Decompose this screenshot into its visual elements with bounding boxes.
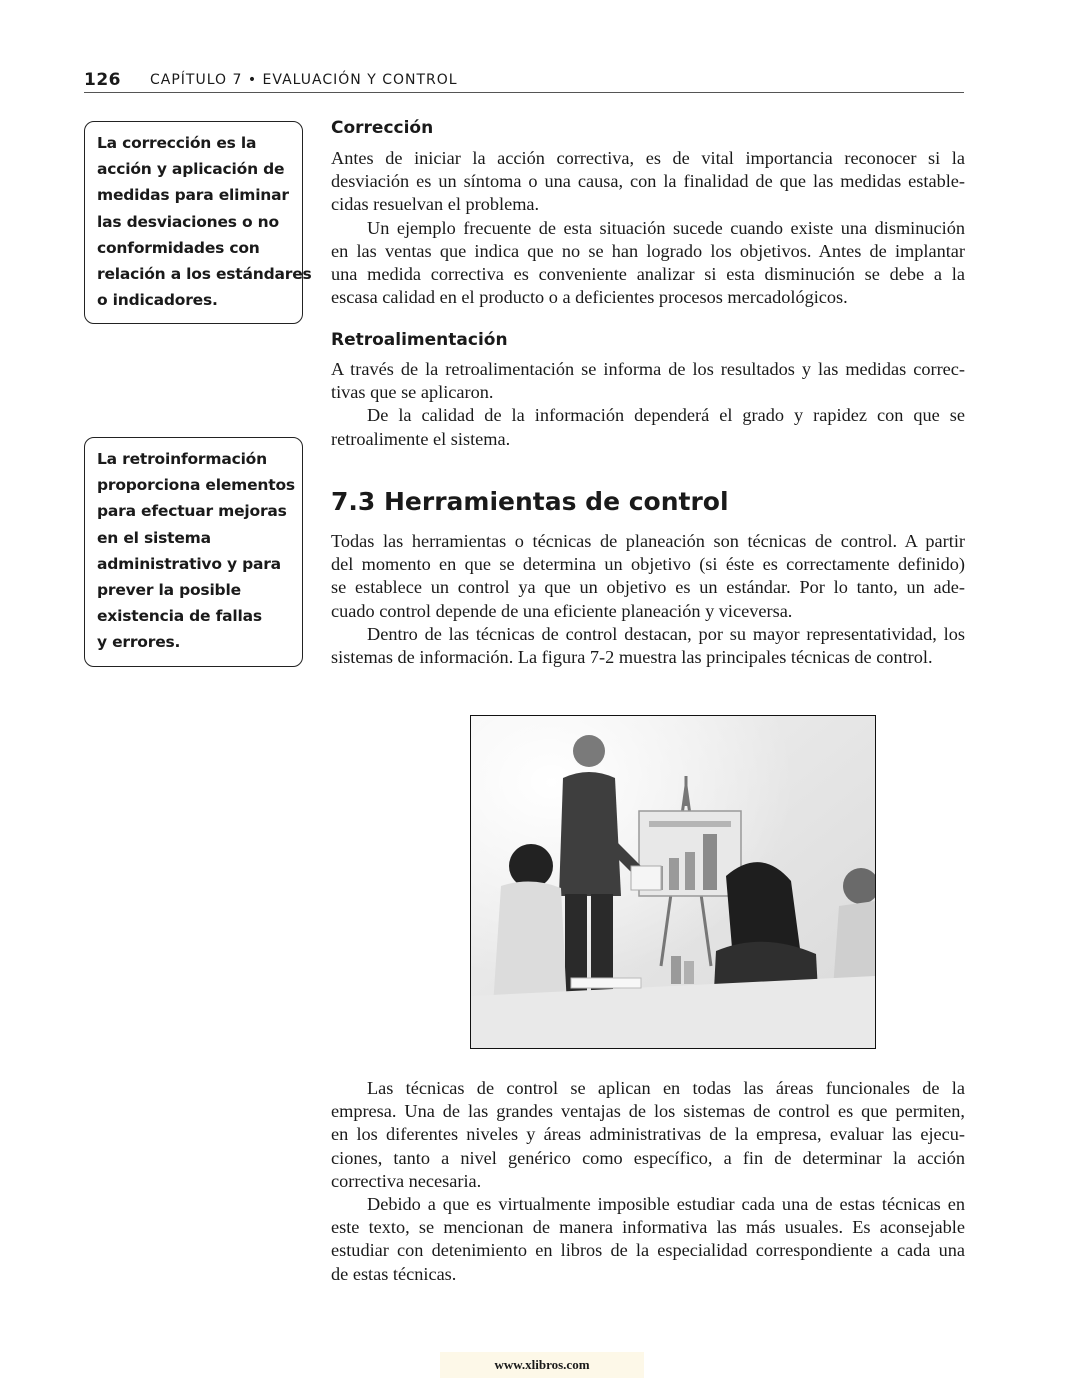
text-line: en los diferentes niveles y áreas administrativas de la empresa, evaluar las ejecu- [331, 1124, 965, 1145]
footer-url[interactable]: www.xlibros.com [440, 1352, 644, 1378]
text-line: desviación es un síntoma o una causa, con la finalidad de que las medidas estable- [331, 171, 965, 192]
meeting-photo [470, 715, 876, 1049]
chapter-title: CAPÍTULO 7 • EVALUACIÓN Y CONTROL [150, 72, 458, 88]
note-line: medidas para eliminar [97, 186, 289, 205]
paragraph [331, 1077, 965, 1286]
note-line: La retroinformación [97, 450, 267, 468]
page-number: 126 [84, 70, 121, 90]
text-line: cidas resuelvan el problema. [331, 194, 540, 215]
text-line: sistemas de información. La figura 7-2 muestra las principales técnicas de control. [331, 647, 933, 668]
note-line: existencia de fallas [97, 607, 262, 626]
text-line: Antes de iniciar la acción correctiva, es de vital importancia reconocer si la [331, 148, 965, 168]
text-line: retroalimente el sistema. [331, 428, 511, 449]
subheading-correccion: Corrección [331, 118, 434, 138]
text-line: correctiva necesaria. [331, 1170, 482, 1191]
note-line: acción y aplicación de [97, 160, 285, 179]
running-header [84, 70, 964, 93]
margin-note-retroinformacion [84, 437, 303, 667]
text-line: una medida correctiva es conveniente analizar si esta disminución se debe a la [331, 264, 965, 285]
paragraph [331, 147, 965, 309]
meeting-illustration [471, 716, 875, 1048]
note-line: para efectuar mejoras [97, 502, 287, 521]
note-line: relación a los estándares [97, 265, 312, 284]
paragraph [331, 530, 965, 669]
margin-note-correccion [84, 121, 312, 324]
note-line: o indicadores. [97, 291, 218, 310]
note-line: en el sistema [97, 528, 211, 547]
subheading-retroalimentacion: Retroalimentación [331, 330, 508, 350]
text-line: empresa. Una de las grandes ventajas de los sistemas de control es que permiten, [331, 1101, 965, 1122]
note-line: las desviaciones o no [97, 212, 279, 231]
text-line: de estas técnicas. [331, 1263, 457, 1284]
note-line: proporciona elementos [97, 476, 295, 495]
note-line: administrativo y para [97, 554, 281, 573]
text-line: se establece un control ya que un objetivo es un estándar. Por lo tanto, un ade- [331, 577, 965, 598]
text-line: cuado control depende de una eficiente planeación y viceversa. [331, 600, 793, 621]
text-line: Todas las herramientas o técnicas de planeación son técnicas de control. A partir [331, 531, 965, 551]
paragraph [331, 358, 965, 451]
text-line: Un ejemplo frecuente de esta situación sucede cuando existe una disminución [367, 217, 965, 238]
text-line: tivas que se aplicaron. [331, 382, 494, 403]
text-line: ciones, tanto a nivel genérico como específico, a fin de determinar la acción [331, 1147, 965, 1168]
text-line: escasa calidad en el producto o a deficientes procesos mercadológicos. [331, 287, 848, 308]
text-line: en las ventas que indica que no se han logrado los objetivos. Antes de implantar [331, 240, 965, 261]
text-line: estudiar con detenimiento en libros de la especialidad correspondiente a cada una [331, 1240, 965, 1261]
text-line: este texto, se mencionan de manera informativa las más usuales. Es aconsejable [331, 1217, 965, 1238]
note-line: prever la posible [97, 581, 241, 600]
text-line: Dentro de las técnicas de control destacan, por su mayor representatividad, los [367, 623, 965, 644]
text-line: Debido a que es virtualmente imposible estudiar cada una de estas técnicas en [367, 1194, 965, 1215]
note-line: y errores. [97, 633, 181, 652]
text-line: A través de la retroalimentación se informa de los resultados y las medidas correc- [331, 359, 965, 379]
section-heading: 7.3 Herramientas de control [331, 487, 729, 516]
note-line: La corrección es la [97, 134, 257, 152]
text-line: del momento en que se determina un objetivo (si éste es correctamente definido) [331, 554, 965, 575]
text-line: Las técnicas de control se aplican en todas las áreas funcionales de la [367, 1078, 965, 1098]
note-line: conformidades con [97, 238, 260, 257]
text-line: De la calidad de la información dependerá el grado y rapidez con que se [367, 405, 965, 426]
